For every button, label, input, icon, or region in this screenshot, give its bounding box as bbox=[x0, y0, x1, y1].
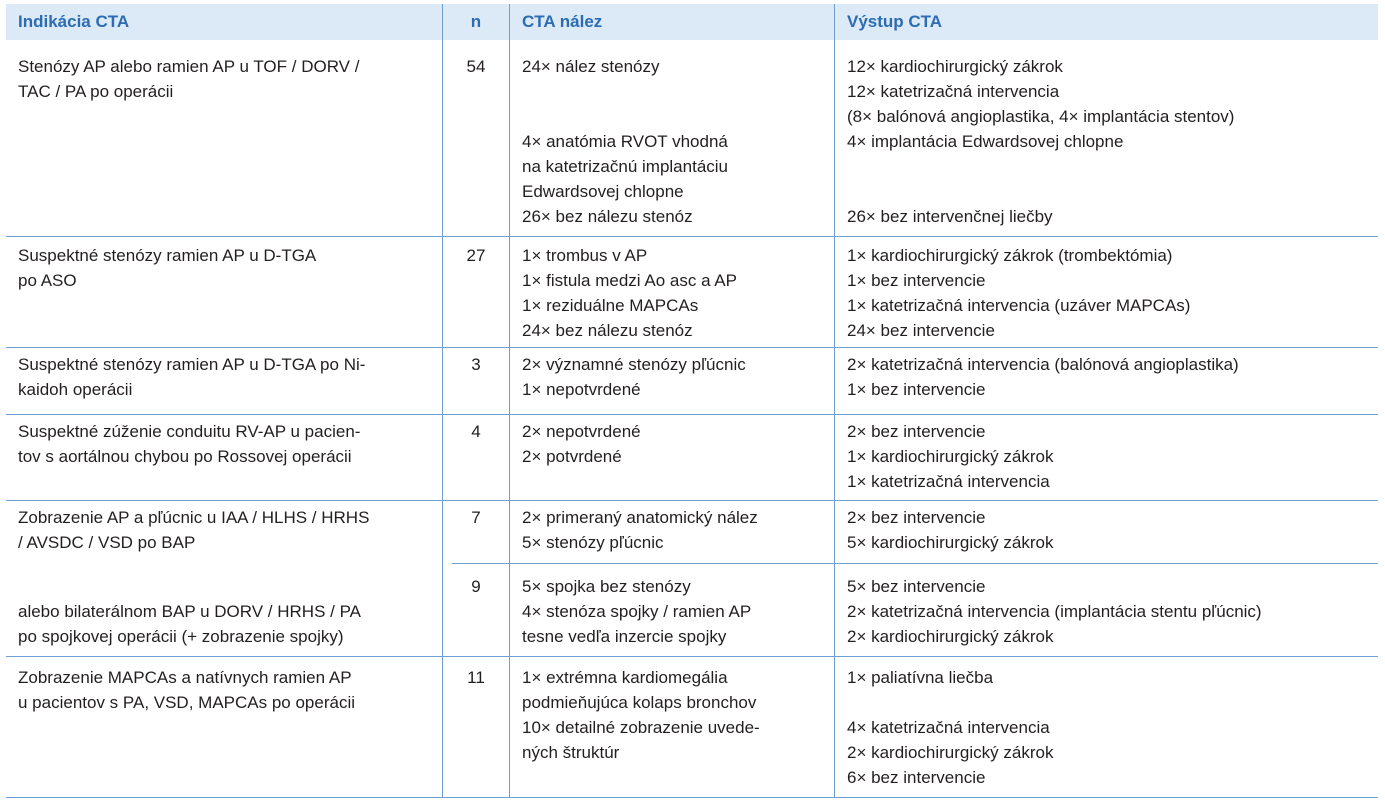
cell-finding bbox=[522, 505, 758, 555]
cell-indication bbox=[18, 419, 360, 469]
cell-n: 11 bbox=[467, 668, 485, 687]
cell-output bbox=[847, 352, 1239, 402]
cell-finding bbox=[522, 243, 737, 343]
cell-indication-line: Suspektné stenózy ramien AP u D-TGA bbox=[18, 246, 317, 265]
cell-indication-line: Suspektné stenózy ramien AP u D-TGA po Ni- bbox=[18, 355, 366, 374]
cell-output-line: 2× bez intervencie bbox=[847, 508, 986, 527]
cell-output bbox=[847, 243, 1190, 343]
table-row bbox=[6, 657, 1378, 798]
cell-finding-line: podmieňujúca kolaps bronchov bbox=[522, 693, 757, 712]
cell-finding-line: 4× anatómia RVOT vhodná bbox=[522, 132, 728, 151]
table-row bbox=[6, 348, 1378, 415]
cell-n: 3 bbox=[471, 355, 481, 374]
cell-finding bbox=[522, 54, 728, 229]
table-body bbox=[6, 40, 1378, 798]
cell-n: 54 bbox=[466, 57, 486, 76]
cell-finding-line: na katetrizačnú implantáciu bbox=[522, 157, 729, 176]
cell-output bbox=[847, 665, 1053, 790]
cell-finding-line: 2× primeraný anatomický nález bbox=[522, 508, 758, 527]
cell-indication bbox=[18, 665, 355, 715]
header-n: n bbox=[470, 12, 482, 31]
cell-indication-line bbox=[18, 555, 369, 599]
cell-output-line: 24× bez intervencie bbox=[847, 321, 995, 340]
cell-output bbox=[847, 574, 1262, 649]
table-header bbox=[6, 4, 1378, 40]
cell-output-line: 4× implantácia Edwardsovej chlopne bbox=[847, 132, 1124, 151]
cell-output-line: 2× kardiochirurgický zákrok bbox=[847, 743, 1054, 762]
cell-finding-line: 2× potvrdené bbox=[522, 447, 622, 466]
cell-output-line: 1× katetrizačná intervencia bbox=[847, 472, 1050, 491]
cell-indication-line: kaidoh operácii bbox=[18, 380, 133, 399]
cell-output-line: 5× kardiochirurgický zákrok bbox=[847, 533, 1054, 552]
cell-finding bbox=[522, 419, 641, 469]
cell-n: 4 bbox=[471, 422, 481, 441]
cell-indication-line: alebo bilaterálnom BAP u DORV / HRHS / PA bbox=[18, 602, 361, 621]
cell-output bbox=[847, 505, 1053, 555]
cell-n: 27 bbox=[466, 246, 486, 265]
cell-output-line: (8× balónová angioplastika, 4× implantácia stentov) bbox=[847, 107, 1235, 126]
cell-output-line: 2× katetrizačná intervencia (balónová angioplastika) bbox=[847, 355, 1239, 374]
cell-finding-line: ných štruktúr bbox=[522, 743, 620, 762]
header-output: Výstup CTA bbox=[847, 12, 943, 31]
cell-output-line: 5× bez intervencie bbox=[847, 577, 986, 596]
cell-finding-line: 1× extrémna kardiomegália bbox=[522, 668, 728, 687]
cell-finding-line: 2× nepotvrdené bbox=[522, 422, 641, 441]
cell-output bbox=[847, 419, 1053, 494]
header-finding: CTA nález bbox=[522, 12, 603, 31]
cell-output-line: 2× kardiochirurgický zákrok bbox=[847, 627, 1054, 646]
cell-finding-line: 4× stenóza spojky / ramien AP bbox=[522, 602, 752, 621]
cell-finding bbox=[522, 665, 760, 765]
cell-output-line: 1× kardiochirurgický zákrok bbox=[847, 447, 1054, 466]
cta-table bbox=[6, 4, 1378, 798]
cell-finding-line: 5× spojka bez stenózy bbox=[522, 577, 691, 596]
cell-output bbox=[847, 54, 1234, 229]
cell-indication-line: Zobrazenie MAPCAs a natívnych ramien AP bbox=[18, 668, 352, 687]
cell-indication bbox=[18, 243, 316, 293]
cell-output-line bbox=[847, 154, 1234, 179]
cell-indication bbox=[18, 54, 359, 104]
cell-output-line: 2× katetrizačná intervencia (implantácia stentu pľúcnic) bbox=[847, 602, 1262, 621]
cell-indication-line: tov s aortálnou chybou po Rossovej operácii bbox=[18, 447, 352, 466]
cell-indication bbox=[18, 505, 369, 649]
cell-indication-line: u pacientov s PA, VSD, MAPCAs po operácii bbox=[18, 693, 356, 712]
cell-finding-line bbox=[522, 104, 728, 129]
cell-indication-line: Zobrazenie AP a pľúcnic u IAA / HLHS / HRHS bbox=[18, 508, 370, 527]
cell-indication-line: Stenózy AP alebo ramien AP u TOF / DORV / bbox=[18, 57, 360, 76]
cell-indication bbox=[18, 352, 365, 402]
cell-finding-line: 10× detailné zobrazenie uvede- bbox=[522, 718, 760, 737]
header-indication: Indikácia CTA bbox=[18, 12, 130, 31]
cell-finding-line bbox=[522, 79, 728, 104]
cell-output-line: 2× bez intervencie bbox=[847, 422, 986, 441]
cell-indication-line: TAC / PA po operácii bbox=[18, 82, 174, 101]
table-row bbox=[6, 415, 1378, 501]
cell-indication-line: / AVSDC / VSD po BAP bbox=[18, 533, 196, 552]
cell-n: 9 bbox=[471, 577, 481, 596]
cell-output-line: 1× bez intervencie bbox=[847, 271, 986, 290]
cell-finding-line: 26× bez nálezu stenóz bbox=[522, 207, 693, 226]
cell-output-line: 1× kardiochirurgický zákrok (trombektómia) bbox=[847, 246, 1173, 265]
cell-output-line: 1× bez intervencie bbox=[847, 380, 986, 399]
cell-output-line: 26× bez intervenčnej liečby bbox=[847, 207, 1053, 226]
cell-finding-line: 1× fistula medzi Ao asc a AP bbox=[522, 271, 737, 290]
table-row bbox=[6, 237, 1378, 348]
cell-indication-line: po ASO bbox=[18, 271, 77, 290]
cell-finding-line: Edwardsovej chlopne bbox=[522, 182, 684, 201]
cell-finding-line: 24× nález stenózy bbox=[522, 57, 660, 76]
cell-output-line bbox=[847, 690, 1053, 715]
table-row bbox=[6, 501, 1378, 657]
cell-output-line: 12× katetrizačná intervencia bbox=[847, 82, 1060, 101]
cell-indication-line: Suspektné zúženie conduitu RV-AP u pacien- bbox=[18, 422, 361, 441]
cell-finding bbox=[522, 574, 751, 649]
cell-finding-line: 1× reziduálne MAPCAs bbox=[522, 296, 699, 315]
cell-finding-line: 5× stenózy pľúcnic bbox=[522, 533, 664, 552]
cell-output-line: 1× paliatívna liečba bbox=[847, 668, 994, 687]
cell-finding-line: 1× trombus v AP bbox=[522, 246, 648, 265]
cell-output-line: 6× bez intervencie bbox=[847, 768, 986, 787]
cell-indication-line: po spojkovej operácii (+ zobrazenie spojky) bbox=[18, 627, 344, 646]
cell-output-line: 1× katetrizačná intervencia (uzáver MAPCAs) bbox=[847, 296, 1191, 315]
cell-finding-line: 1× nepotvrdené bbox=[522, 380, 641, 399]
cell-output-line: 12× kardiochirurgický zákrok bbox=[847, 57, 1063, 76]
cell-n: 7 bbox=[471, 508, 481, 527]
cell-finding-line: 24× bez nálezu stenóz bbox=[522, 321, 693, 340]
table-row bbox=[6, 40, 1378, 237]
cell-output-line bbox=[847, 179, 1234, 204]
cell-finding-line: tesne vedľa inzercie spojky bbox=[522, 627, 727, 646]
cell-output-line: 4× katetrizačná intervencia bbox=[847, 718, 1050, 737]
cell-finding-line: 2× významné stenózy pľúcnic bbox=[522, 355, 746, 374]
cell-finding bbox=[522, 352, 746, 402]
